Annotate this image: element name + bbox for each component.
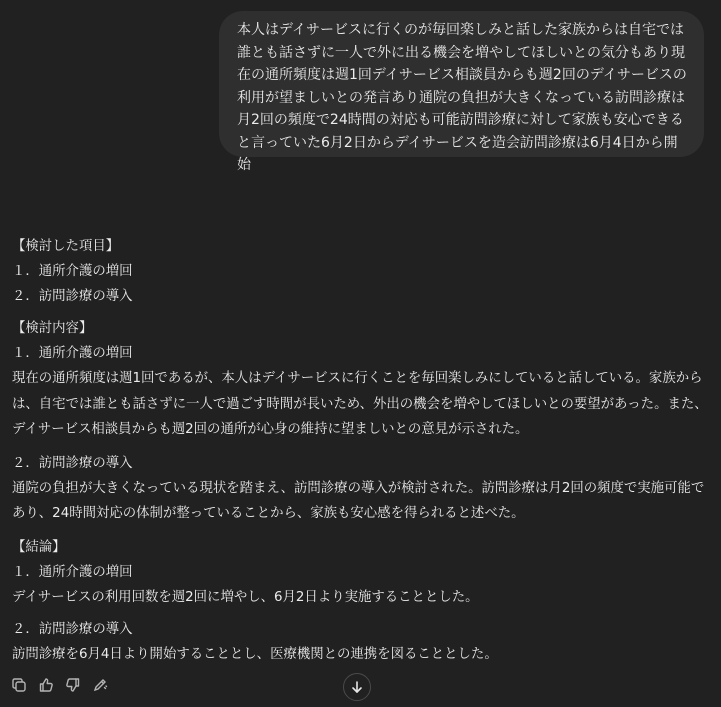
conclusion-item-text: 訪問診療を6月4日より開始することとし、医療機関との連携を図ることとした。 [12, 646, 498, 662]
conclusion-item-title: ２．訪問診療の導入 [12, 621, 133, 637]
message-actions-toolbar [10, 674, 109, 696]
arrow-down-icon [350, 680, 364, 694]
content-item-title: １．通所介護の増回 [12, 346, 133, 361]
content-item-text: 現在の通所頻度は週1回であるが、本人はデイサービスに行くことを毎回楽しみにしていると話している。家族からは、自宅では誰とも話さずに一人で過ごす時間が長いため、外出の機会を増やしてほしいとの要望があった。また、デイサービス相談員からも週2回の通所が心身の維持に望ましいとの意見が示された。 [12, 371, 708, 437]
items-list-item: １．通所介護の増回 [12, 264, 133, 279]
content-header: 【検討内容】 [12, 321, 93, 336]
content-item-title: ２．訪問診療の導入 [12, 455, 133, 471]
items-list-item: ２．訪問診療の導入 [12, 289, 133, 304]
copy-icon[interactable] [10, 676, 28, 694]
edit-icon[interactable] [91, 676, 109, 694]
conclusion-header: 【結論】 [12, 539, 66, 555]
assistant-response [12, 234, 712, 667]
content-item-text: 通院の負担が大きくなっている現状を踏まえ、訪問診療の導入が検討された。訪問診療は月2回の頻度で実施可能であり、24時間対応の体制が整っていることから、家族も安心感を得られると述べた。 [12, 480, 705, 521]
user-message-bubble [219, 11, 704, 173]
items-header: 【検討した項目】 [12, 239, 120, 254]
scroll-to-bottom-button[interactable] [343, 673, 371, 701]
user-message-text: 本人はデイサービスに行くのが毎回楽しみと話した家族からは自宅では誰とも話さずに一人で外に出る機会を増やしてほしいとの気分もあり現在の通所頻度は週1回デイサービス相談員からも週2回のデイサービスの利用が望ましいとの発言あり通院の負担が大きくなっている訪問診療は月2回の頻度で24時間の対応も可能訪問診療に対して家族も安心できると言っていた6月2日からデイサービスを造会訪問診療は6月4日から開始 [237, 22, 687, 173]
thumbs-up-icon[interactable] [37, 676, 55, 694]
conclusion-item-title: １．通所介護の増回 [12, 564, 133, 580]
thumbs-down-icon[interactable] [64, 676, 82, 694]
conclusion-item-text: デイサービスの利用回数を週2回に増やし、6月2日より実施することとした。 [12, 589, 479, 605]
